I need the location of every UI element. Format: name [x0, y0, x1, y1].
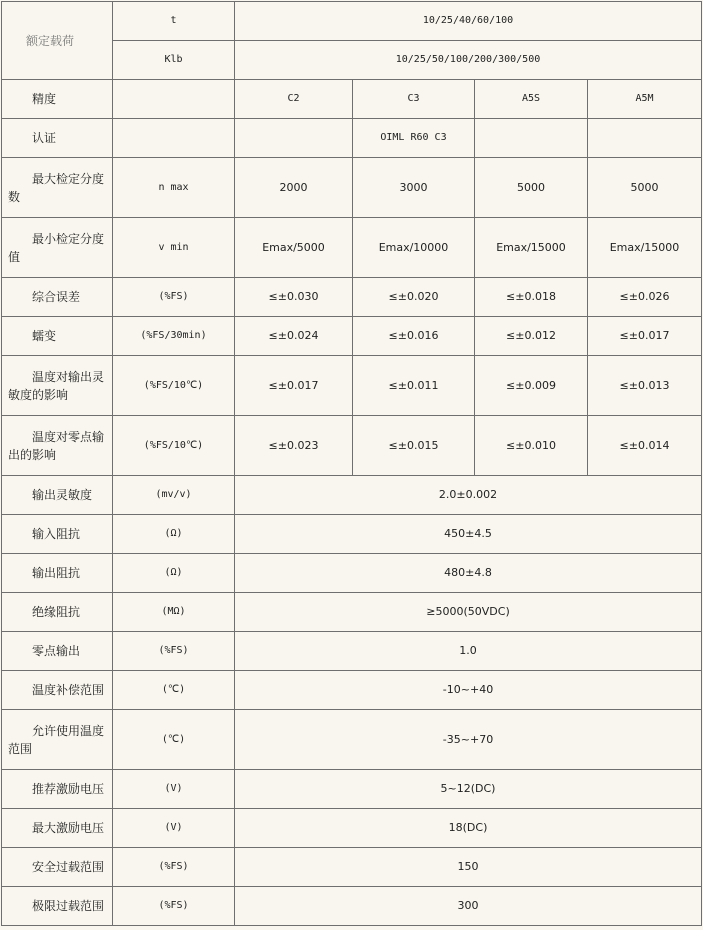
common-row-value: 2.0±0.002	[235, 476, 702, 515]
rated-load-value-t: 10/25/40/60/100	[235, 2, 702, 41]
grade-row-unit: (%FS)	[113, 278, 235, 317]
grade-row-value: ≤±0.013	[588, 356, 702, 416]
certification-empty-a5s	[475, 119, 588, 158]
grade-row-unit: v min	[113, 218, 235, 278]
common-row	[2, 848, 702, 887]
grade-a5m: A5M	[588, 80, 702, 119]
accuracy-row	[2, 80, 702, 119]
grade-row-value: ≤±0.011	[353, 356, 475, 416]
grade-row-value: ≤±0.015	[353, 416, 475, 476]
grade-row-value: ≤±0.010	[475, 416, 588, 476]
grade-row-value: ≤±0.016	[353, 317, 475, 356]
common-row-unit: (MΩ)	[113, 593, 235, 632]
grade-row-label: 温度对零点输 出的影响	[2, 416, 113, 476]
common-row	[2, 593, 702, 632]
common-row	[2, 710, 702, 770]
grade-row-label: 最小检定分度 值	[2, 218, 113, 278]
common-row-value: 5~12(DC)	[235, 770, 702, 809]
rated-load-value-klb: 10/25/50/100/200/300/500	[235, 41, 702, 80]
grade-row	[2, 158, 702, 218]
grade-row-value: Emax/5000	[235, 218, 353, 278]
certification-empty-c2	[235, 119, 353, 158]
common-row-unit: (%FS)	[113, 848, 235, 887]
common-row-label: 允许使用温度 范围	[2, 710, 113, 770]
common-row	[2, 887, 702, 926]
common-row-value: -35~+70	[235, 710, 702, 770]
grade-row	[2, 416, 702, 476]
common-row-label: 输入阻抗	[2, 515, 113, 554]
common-row-label: 输出阻抗	[2, 554, 113, 593]
accuracy-unit	[113, 80, 235, 119]
grade-row-label: 蠕变	[2, 317, 113, 356]
rated-load-row-t	[2, 2, 702, 41]
common-row-label: 零点输出	[2, 632, 113, 671]
common-row	[2, 632, 702, 671]
common-row	[2, 554, 702, 593]
common-row-unit: (V)	[113, 770, 235, 809]
common-row-value: ≥5000(50VDC)	[235, 593, 702, 632]
grade-row-value: ≤±0.030	[235, 278, 353, 317]
common-row-unit: (Ω)	[113, 515, 235, 554]
common-row-value: 450±4.5	[235, 515, 702, 554]
grade-row-label: 最大检定分度 数	[2, 158, 113, 218]
grade-row-unit: (%FS/10℃)	[113, 416, 235, 476]
common-row-unit: (mv/v)	[113, 476, 235, 515]
grade-row-unit: (%FS/30min)	[113, 317, 235, 356]
grade-row-value: ≤±0.017	[588, 317, 702, 356]
common-row-unit: (%FS)	[113, 632, 235, 671]
common-row	[2, 809, 702, 848]
grade-row-value: 5000	[475, 158, 588, 218]
common-row-unit: (Ω)	[113, 554, 235, 593]
grade-row-value: Emax/15000	[475, 218, 588, 278]
rated-load-unit-t: t	[113, 2, 235, 41]
common-row-unit: (V)	[113, 809, 235, 848]
common-row-label: 极限过载范围	[2, 887, 113, 926]
grade-row-label: 温度对输出灵 敏度的影响	[2, 356, 113, 416]
common-row-value: 480±4.8	[235, 554, 702, 593]
grade-row-value: 5000	[588, 158, 702, 218]
grade-row-value: ≤±0.014	[588, 416, 702, 476]
common-row-value: -10~+40	[235, 671, 702, 710]
common-row-label: 绝缘阻抗	[2, 593, 113, 632]
common-row-label: 温度补偿范围	[2, 671, 113, 710]
grade-row-value: Emax/10000	[353, 218, 475, 278]
rated-load-label: 额定载荷	[2, 2, 113, 80]
grade-row	[2, 317, 702, 356]
common-row-label: 输出灵敏度	[2, 476, 113, 515]
grade-row-unit: (%FS/10℃)	[113, 356, 235, 416]
common-row-value: 18(DC)	[235, 809, 702, 848]
grade-row-value: ≤±0.026	[588, 278, 702, 317]
certification-row	[2, 119, 702, 158]
common-row-unit: (℃)	[113, 671, 235, 710]
common-row-value: 300	[235, 887, 702, 926]
grade-row-value: ≤±0.009	[475, 356, 588, 416]
grade-row	[2, 278, 702, 317]
rated-load-unit-klb: Klb	[113, 41, 235, 80]
accuracy-label: 精度	[2, 80, 113, 119]
common-row-label: 最大激励电压	[2, 809, 113, 848]
grade-row-value: ≤±0.012	[475, 317, 588, 356]
common-row-unit: (℃)	[113, 710, 235, 770]
grade-row-value: ≤±0.020	[353, 278, 475, 317]
common-row	[2, 476, 702, 515]
common-row	[2, 770, 702, 809]
grade-row-value: 2000	[235, 158, 353, 218]
grade-c3: C3	[353, 80, 475, 119]
grade-row-value: ≤±0.023	[235, 416, 353, 476]
grade-row	[2, 218, 702, 278]
grade-row-value: 3000	[353, 158, 475, 218]
certification-value: OIML R60 C3	[353, 119, 475, 158]
common-row-label: 推荐激励电压	[2, 770, 113, 809]
certification-unit	[113, 119, 235, 158]
common-row-unit: (%FS)	[113, 887, 235, 926]
common-row	[2, 671, 702, 710]
grade-row-unit: n max	[113, 158, 235, 218]
grade-row	[2, 356, 702, 416]
grade-a5s: A5S	[475, 80, 588, 119]
common-row	[2, 515, 702, 554]
common-row-label: 安全过载范围	[2, 848, 113, 887]
grade-row-value: Emax/15000	[588, 218, 702, 278]
grade-row-label: 综合误差	[2, 278, 113, 317]
grade-row-value: ≤±0.017	[235, 356, 353, 416]
grade-row-value: ≤±0.024	[235, 317, 353, 356]
common-row-value: 1.0	[235, 632, 702, 671]
common-row-value: 150	[235, 848, 702, 887]
grade-c2: C2	[235, 80, 353, 119]
spec-table	[1, 1, 702, 926]
spec-table-body	[2, 2, 702, 926]
certification-label: 认证	[2, 119, 113, 158]
grade-row-value: ≤±0.018	[475, 278, 588, 317]
certification-empty-a5m	[588, 119, 702, 158]
